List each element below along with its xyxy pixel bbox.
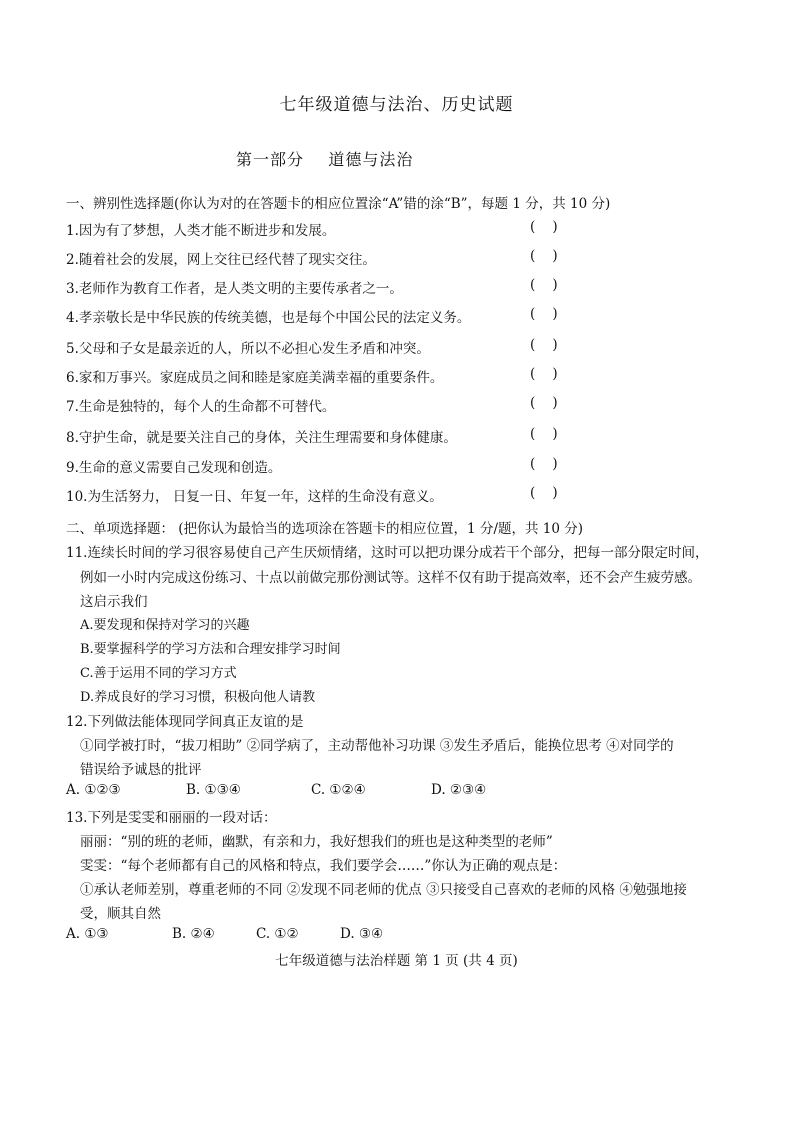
question-9: 9.生命的意义需要自己发现和创造。 bbox=[66, 460, 282, 476]
question-11-option-c: C.善于运用不同的学习方式 bbox=[80, 666, 237, 681]
question-12-option-c: C. ①②④ bbox=[311, 782, 366, 798]
question-12-line: ①同学被打时，“拔刀相助” ②同学病了，主动帮他补习功课 ③发生矛盾后，能换位思考 ④对同学的 bbox=[80, 738, 674, 754]
answer-bracket: ( ) bbox=[530, 306, 558, 322]
answer-bracket: ( ) bbox=[530, 337, 558, 353]
part-title: 第一部分 道德与法治 bbox=[236, 150, 414, 169]
question-12-option-a: A. ①②③ bbox=[66, 782, 121, 798]
question-11-line: 例如一小时内完成这份练习、十点以前做完那份测试等。这样不仅有助于提高效率，还不会产生疲劳感。 bbox=[80, 570, 701, 586]
question-4: 4.孝亲敬长是中华民族的传统美德，也是每个中国公民的法定义务。 bbox=[66, 310, 471, 326]
question-2: 2.随着社会的发展，网上交往已经代替了现实交往。 bbox=[66, 252, 376, 268]
question-8: 8.守护生命，就是要关注自己的身体，关注生理需要和身体健康。 bbox=[66, 430, 457, 446]
question-12-option-b: B. ①③④ bbox=[186, 782, 241, 798]
question-13-line: 雯雯：“每个老师都有自己的风格和特点，我们要学会……”你认为正确的观点是： bbox=[80, 858, 567, 874]
question-13-option-b: B. ②④ bbox=[172, 926, 215, 942]
answer-bracket: ( ) bbox=[530, 366, 558, 382]
question-6: 6.家和万事兴。家庭成员之间和睦是家庭美满幸福的重要条件。 bbox=[66, 370, 444, 386]
answer-bracket: ( ) bbox=[530, 248, 558, 264]
exam-title: 七年级道德与法治、历史试题 bbox=[279, 95, 514, 115]
question-13-line: 丽丽：“别的班的老师，幽默，有亲和力，我好想我们的班也是这种类型的老师” bbox=[80, 834, 553, 850]
answer-bracket: ( ) bbox=[530, 456, 558, 472]
question-12-line: 错误给予诚恳的批评 bbox=[80, 762, 202, 778]
question-3: 3.老师作为教育工作者，是人类文明的主要传承者之一。 bbox=[66, 281, 403, 297]
question-13-line: 13.下列是雯雯和丽丽的一段对话： bbox=[66, 810, 277, 826]
question-13-option-a: A. ①③ bbox=[66, 926, 109, 942]
question-12-option-d: D. ②③④ bbox=[431, 782, 487, 798]
answer-bracket: ( ) bbox=[530, 426, 558, 442]
question-11-option-b: B.要掌握科学的学习方法和合理安排学习时间 bbox=[80, 642, 341, 657]
question-13-option-d: D. ③④ bbox=[340, 926, 384, 942]
answer-bracket: ( ) bbox=[530, 485, 558, 501]
page-footer: 七年级道德与法治样题 第 1 页 (共 4 页) bbox=[275, 953, 518, 969]
question-11-line: 11.连续长时间的学习很容易使自己产生厌烦情绪，这时可以把功课分成若干个部分，把每一部分限定时间， bbox=[66, 545, 709, 561]
question-7: 7.生命是独特的，每个人的生命都不可替代。 bbox=[66, 399, 336, 415]
question-13-line: 受，顺其自然 bbox=[80, 906, 161, 922]
question-11-option-a: A.要发现和保持对学习的兴趣 bbox=[80, 618, 250, 633]
answer-bracket: ( ) bbox=[530, 395, 558, 411]
question-5: 5.父母和子女是最亲近的人，所以不必担心发生矛盾和冲突。 bbox=[66, 341, 430, 357]
answer-bracket: ( ) bbox=[530, 277, 558, 293]
section2-heading: 二、单项选择题： (把你认为最恰当的选项涂在答题卡的相应位置，1 分/题，共 10 分) bbox=[66, 521, 584, 537]
question-1: 1.因为有了梦想，人类才能不断进步和发展。 bbox=[66, 223, 336, 239]
section1-heading: 一、辨别性选择题(你认为对的在答题卡的相应位置涂“A”错的涂“B”，每题 1 分，共 10 分) bbox=[66, 196, 611, 212]
question-11-line: 这启示我们 bbox=[80, 594, 148, 610]
answer-bracket: ( ) bbox=[530, 219, 558, 235]
question-12-line: 12.下列做法能体现同学间真正友谊的是 bbox=[66, 714, 304, 730]
question-10: 10.为生活努力， 日复一日、年复一年，这样的生命没有意义。 bbox=[66, 489, 443, 505]
question-11-option-d: D.养成良好的学习习惯，积极向他人请教 bbox=[80, 690, 316, 705]
question-13-line: ①承认老师差别，尊重老师的不同 ②发现不同老师的优点 ③只接受自己喜欢的老师的风格 ④勉强地接 bbox=[80, 882, 687, 898]
question-13-option-c: C. ①② bbox=[256, 926, 299, 942]
